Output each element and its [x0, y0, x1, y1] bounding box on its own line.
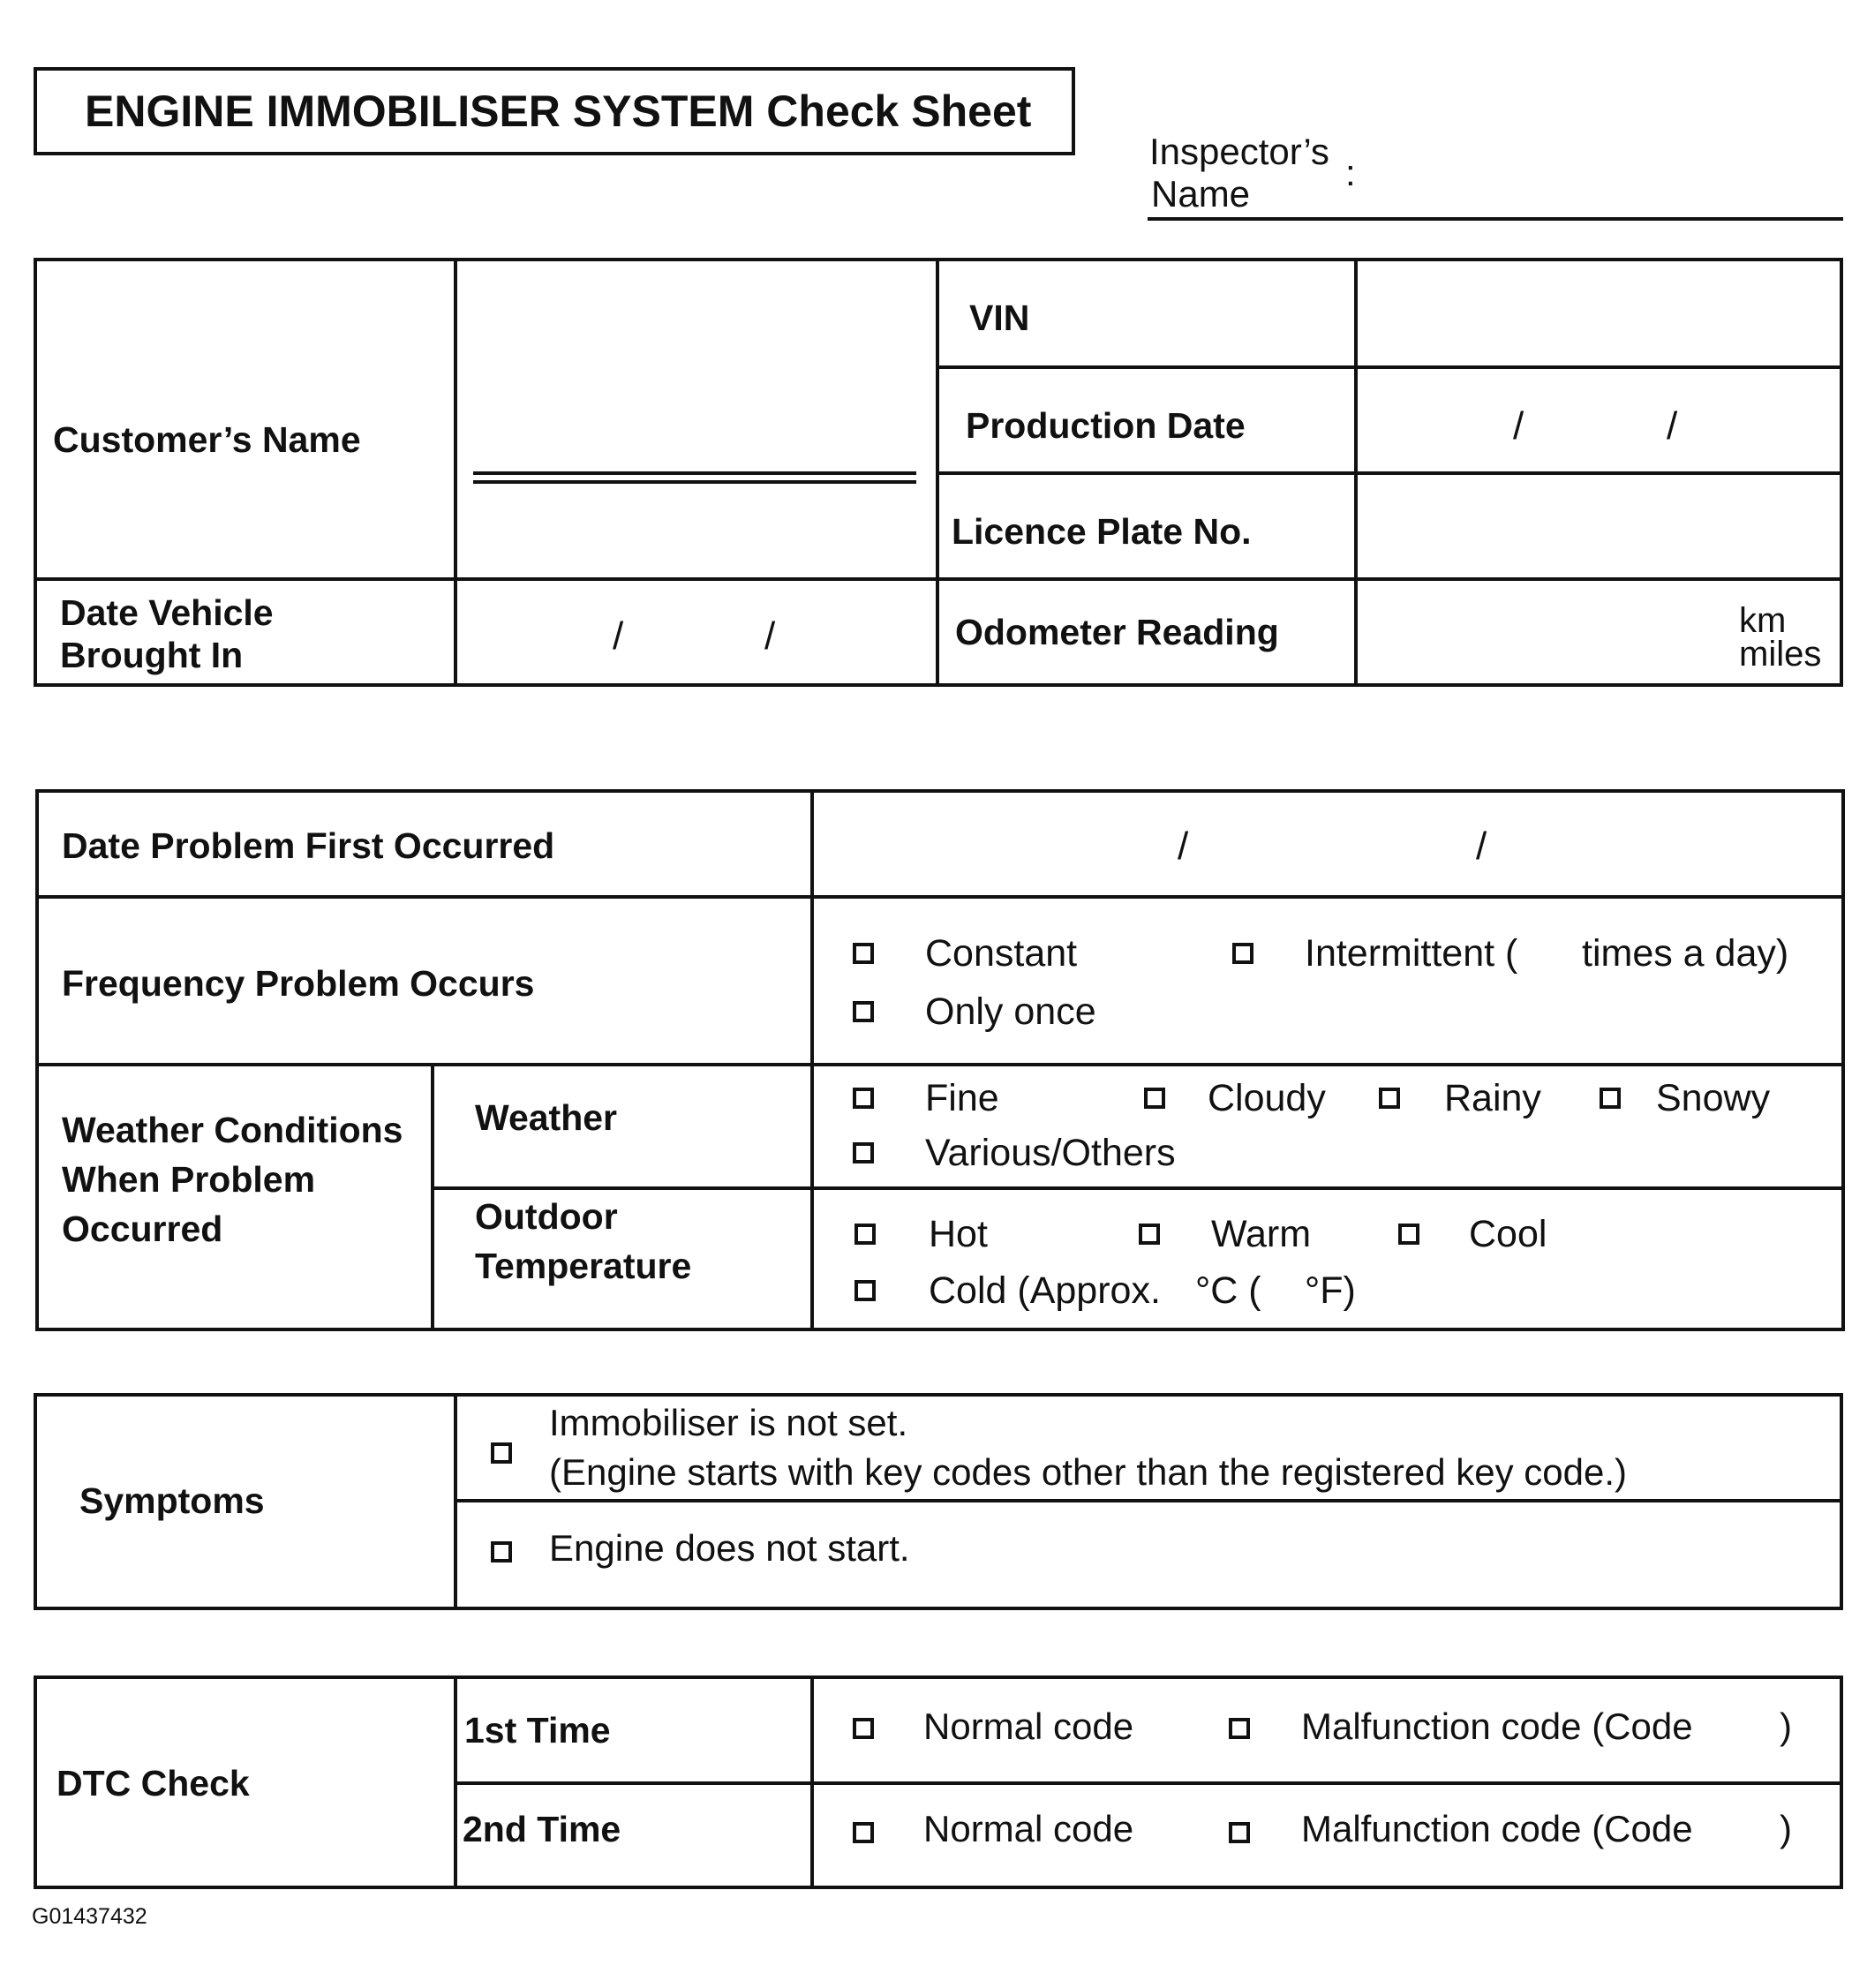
date-first-slash-1: /: [1178, 825, 1189, 868]
dtc-check-label: DTC Check: [56, 1763, 250, 1804]
first-normal-code-label: Normal code: [923, 1706, 1134, 1747]
only-once-label: Only once: [925, 990, 1096, 1033]
customer-name-underline[interactable]: [473, 471, 916, 475]
rainy-label: Rainy: [1444, 1077, 1541, 1119]
date-in-slash-2: /: [764, 614, 776, 658]
dtc-second-time-label: 2nd Time: [463, 1809, 621, 1849]
constant-checkbox[interactable]: [853, 943, 874, 964]
production-date-slash-1: /: [1513, 404, 1524, 448]
cold-checkbox[interactable]: [854, 1280, 876, 1301]
hot-label: Hot: [929, 1213, 988, 1255]
customer-name-label: Customer’s Name: [53, 419, 361, 460]
outdoor-label-line2: Temperature: [475, 1246, 692, 1286]
first-close-paren: ): [1780, 1706, 1792, 1747]
production-date-label: Production Date: [966, 405, 1246, 446]
snowy-checkbox[interactable]: [1600, 1088, 1621, 1109]
hot-checkbox[interactable]: [854, 1224, 876, 1245]
immobiliser-not-set-label: Immobiliser is not set.: [549, 1402, 908, 1443]
fine-checkbox[interactable]: [853, 1088, 874, 1109]
symptoms-label: Symptoms: [79, 1480, 265, 1521]
vin-label: VIN: [969, 297, 1030, 338]
only-once-checkbox[interactable]: [853, 1001, 874, 1022]
date-first-slash-2: /: [1476, 825, 1487, 868]
figure-id: G01437432: [32, 1904, 147, 1929]
inspector-label-line1: Inspector’s: [1149, 131, 1329, 172]
licence-plate-label: Licence Plate No.: [952, 511, 1252, 552]
immobiliser-not-set-detail: (Engine starts with key codes other than the registered key code.): [549, 1451, 1627, 1493]
second-normal-code-checkbox[interactable]: [853, 1822, 874, 1843]
times-a-day-label: times a day): [1582, 932, 1789, 975]
odometer-unit-miles: miles: [1739, 635, 1822, 674]
cold-approx-label: Cold (Approx.: [929, 1269, 1161, 1312]
date-first-label: Date Problem First Occurred: [62, 825, 555, 866]
second-malfunction-code-label: Malfunction code (Code: [1301, 1808, 1693, 1849]
second-close-paren: ): [1780, 1808, 1792, 1849]
various-others-label: Various/Others: [925, 1132, 1176, 1174]
cool-label: Cool: [1469, 1213, 1547, 1255]
intermittent-label: Intermittent (: [1305, 932, 1518, 975]
date-in-label-line2: Brought In: [60, 635, 244, 675]
weather-conditions-line1: Weather Conditions: [62, 1110, 403, 1150]
date-in-slash-1: /: [613, 614, 624, 658]
weather-conditions-line2: When Problem: [62, 1159, 316, 1200]
inspector-name-line[interactable]: [1148, 217, 1843, 221]
dtc-first-time-label: 1st Time: [464, 1710, 611, 1751]
inspector-label-line2: Name: [1151, 173, 1251, 215]
second-malfunction-code-checkbox[interactable]: [1229, 1822, 1250, 1843]
rainy-checkbox[interactable]: [1379, 1088, 1400, 1109]
snowy-label: Snowy: [1656, 1077, 1771, 1119]
warm-label: Warm: [1211, 1213, 1312, 1255]
odometer-unit-km: km: [1739, 601, 1787, 640]
immobiliser-not-set-checkbox[interactable]: [491, 1442, 512, 1464]
various-others-checkbox[interactable]: [853, 1142, 874, 1163]
first-malfunction-code-label: Malfunction code (Code: [1301, 1706, 1693, 1747]
page-title: ENGINE IMMOBILISER SYSTEM Check Sheet: [85, 87, 1032, 136]
outdoor-label-line1: Outdoor: [475, 1196, 618, 1237]
production-date-slash-2: /: [1667, 404, 1678, 448]
fahrenheit-label: °F): [1305, 1269, 1356, 1312]
fine-label: Fine: [925, 1077, 999, 1119]
weather-label: Weather: [475, 1097, 618, 1138]
cloudy-checkbox[interactable]: [1144, 1088, 1165, 1109]
constant-label: Constant: [925, 932, 1078, 975]
celsius-label: °C (: [1195, 1269, 1261, 1312]
inspector-colon: :: [1345, 152, 1356, 193]
frequency-label: Frequency Problem Occurs: [62, 963, 535, 1004]
warm-checkbox[interactable]: [1139, 1224, 1160, 1245]
cloudy-label: Cloudy: [1208, 1077, 1326, 1119]
engine-does-not-start-label: Engine does not start.: [549, 1527, 910, 1569]
first-malfunction-code-checkbox[interactable]: [1229, 1718, 1250, 1739]
engine-does-not-start-checkbox[interactable]: [491, 1541, 512, 1563]
odometer-label: Odometer Reading: [955, 612, 1279, 652]
cool-checkbox[interactable]: [1398, 1224, 1419, 1245]
intermittent-checkbox[interactable]: [1232, 943, 1253, 964]
second-normal-code-label: Normal code: [923, 1808, 1134, 1849]
weather-conditions-line3: Occurred: [62, 1209, 223, 1249]
date-in-label-line1: Date Vehicle: [60, 592, 274, 633]
first-normal-code-checkbox[interactable]: [853, 1718, 874, 1739]
